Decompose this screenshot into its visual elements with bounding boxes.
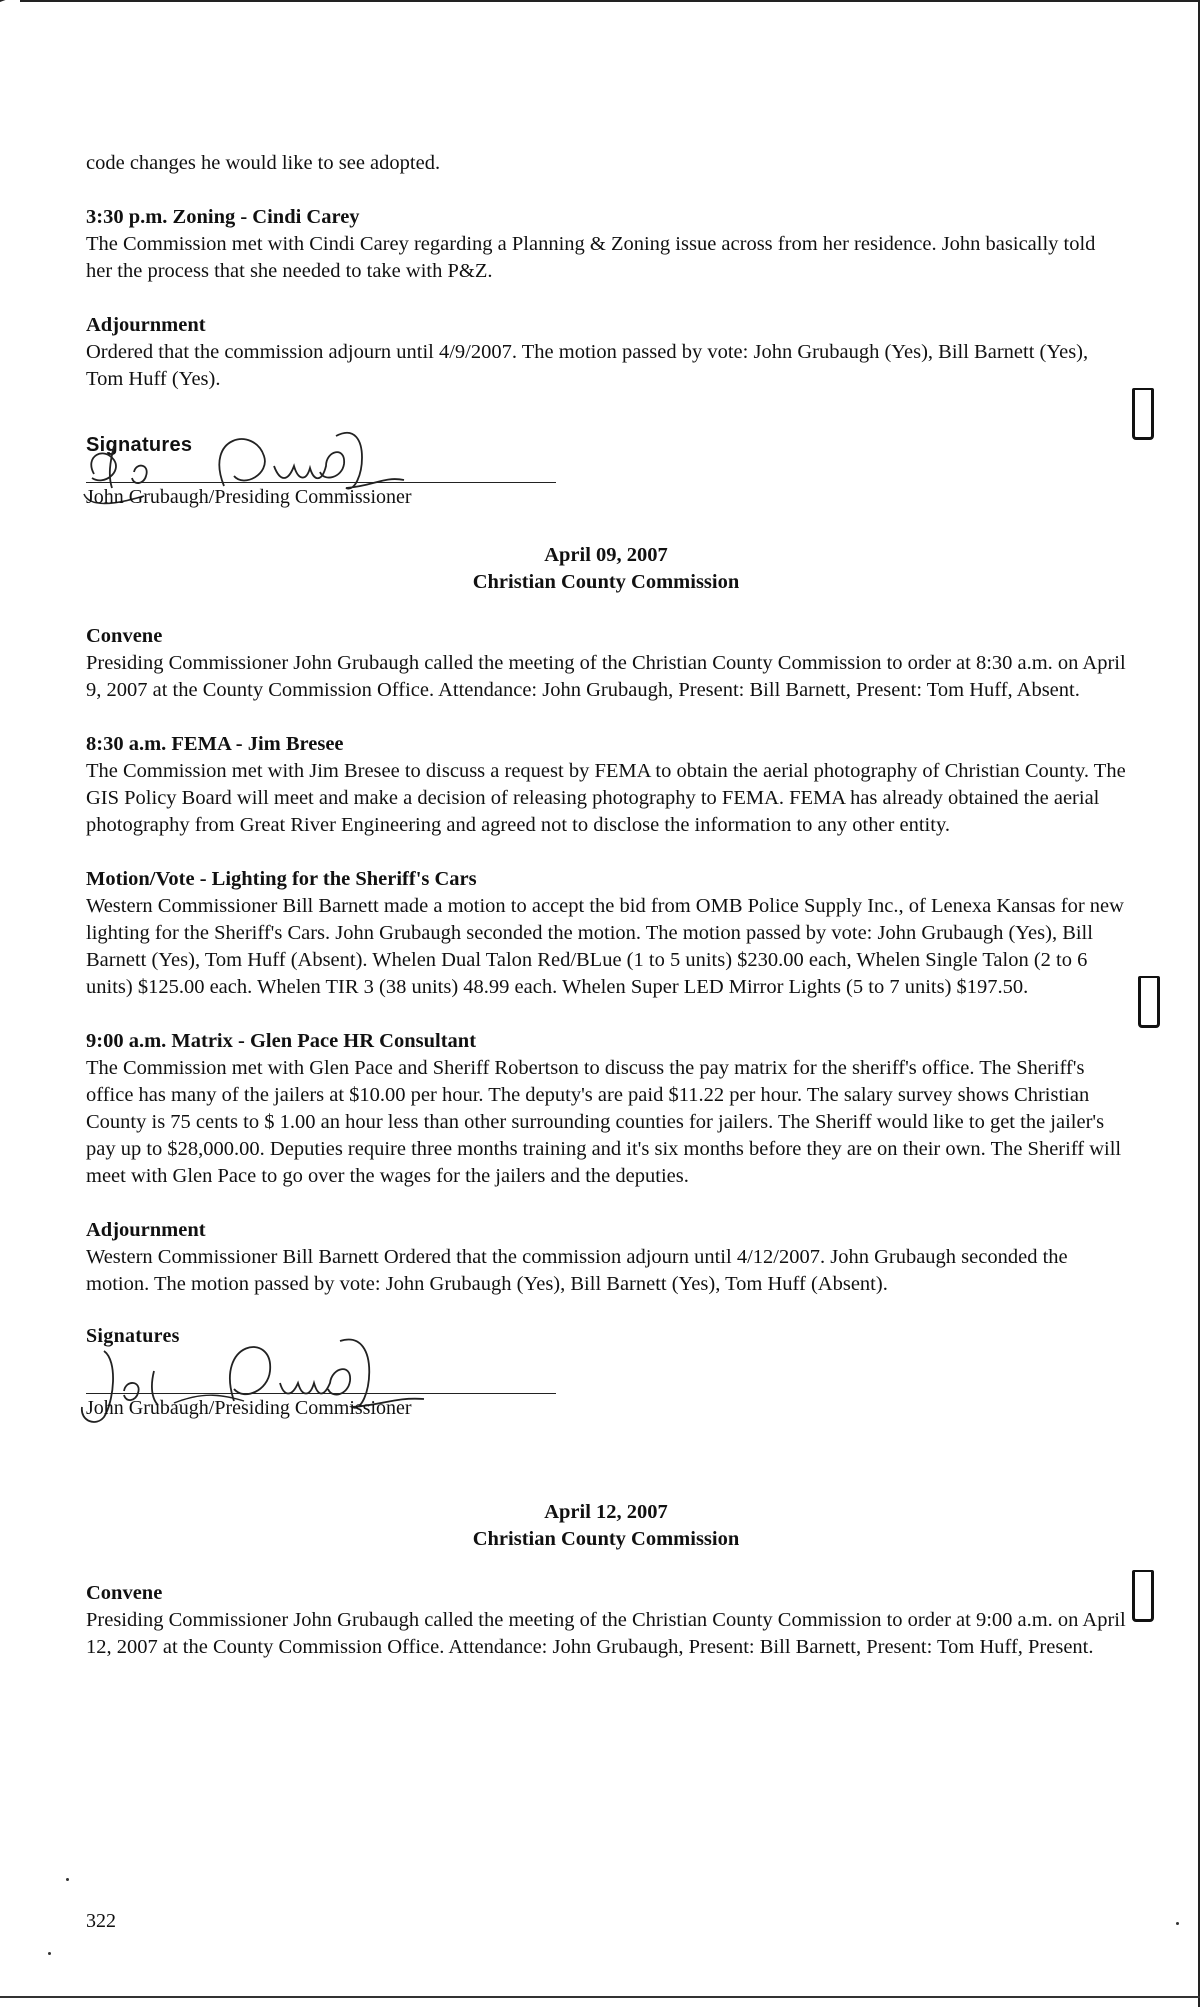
section-body: Presiding Commissioner John Grubaugh called the meeting of the Christian County Commission to order at 9:00 a.m. on April 12, 2007 at the County Commission Office. Attendance: John Grubaugh, Present: Bill Barnett, Present: Tom Huff, Present.: [86, 1609, 1126, 1658]
section-adjournment-1: [86, 312, 1126, 393]
signature-label: Signatures: [86, 434, 193, 456]
section-lighting: [86, 866, 1126, 1001]
scan-speck: [48, 1952, 51, 1955]
margin-bracket-mark: [1132, 1570, 1154, 1622]
document-content: [86, 150, 1126, 1688]
section-body: Presiding Commissioner John Grubaugh called the meeting of the Christian County Commission to order at 8:30 a.m. on April 9, 2007 at the County Commission Office. Attendance: John Grubaugh, Present: Bill Barnett, Present: Tom Huff, Absent.: [86, 652, 1126, 701]
section-heading: 8:30 a.m. FEMA - Jim Bresee: [86, 733, 344, 755]
section-body: The Commission met with Glen Pace and Sheriff Robertson to discuss the pay matrix for the sheriff's office. The Sheriff's office has many of the jailers at $10.00 per hour. The deputy's are paid $11.22 per hour. The salary survey shows Christian County is 75 cents to $ 1.00 an hour less than other surrounding counties for jailers. The Sheriff would like to get the jailer's pay up to $28,000.00. Deputies require three months training and it's six months before they are on their own. The Sheriff will meet with Glen Pace to go over the wages for the jailers and the deputies.: [86, 1057, 1122, 1187]
section-heading: Adjournment: [86, 1219, 206, 1241]
margin-bracket-mark: [1138, 976, 1160, 1028]
section-heading: 9:00 a.m. Matrix - Glen Pace HR Consultant: [86, 1030, 477, 1052]
signature-block-2: [86, 1325, 1126, 1437]
section-body: Western Commissioner Bill Barnett made a motion to accept the bid from OMB Police Supply Inc., of Lenexa Kansas for new lighting for the Sheriff's Cars. John Grubaugh seconded the motion. The motion passed by vote: John Grubaugh (Yes), Bill Barnett (Yes), Tom Huff (Absent). Whelen Dual Talon Red/BLue (1 to 5 units) $230.00 each, Whelen Single Talon (2 to 6 units) $125.00 each. Whelen TIR 3 (38 units) 48.99 each. Whelen Super LED Mirror Lights (5 to 7 units) $197.50.: [86, 895, 1124, 998]
meeting-body-name: Christian County Commission: [472, 1528, 740, 1550]
signature-name: John Grubaugh/Presiding Commissioner: [86, 1397, 412, 1419]
signature-block-1: [86, 420, 1126, 528]
scan-edge-bottom: [0, 1996, 1200, 1998]
section-heading: Motion/Vote - Lighting for the Sheriff's Cars: [86, 868, 477, 890]
section-fema: [86, 731, 1126, 839]
section-heading: Adjournment: [86, 314, 206, 336]
meeting-header-april-12: [86, 1499, 1126, 1553]
section-heading: 3:30 p.m. Zoning - Cindi Carey: [86, 206, 360, 228]
section-convene-2: [86, 623, 1126, 704]
scan-speck: [66, 1878, 69, 1881]
section-convene-3: [86, 1580, 1126, 1661]
section-body: The Commission met with Jim Bresee to discuss a request by FEMA to obtain the aerial photography of Christian County. The GIS Policy Board will meet and make a decision of releasing photography to FEMA. FEMA has already obtained the aerial photography from Great River Engineering and agreed not to disclose the information to any other entity.: [86, 760, 1126, 836]
section-body: Ordered that the commission adjourn until 4/9/2007. The motion passed by vote: John Grubaugh (Yes), Bill Barnett (Yes), Tom Huff (Yes).: [86, 341, 1089, 390]
section-body: The Commission met with Cindi Carey regarding a Planning & Zoning issue across from her residence. John basically told her the process that she needed to take with P&Z.: [86, 233, 1096, 282]
continuation-text: code changes he would like to see adopted.: [86, 152, 441, 174]
meeting-body-name: Christian County Commission: [472, 571, 740, 593]
section-zoning: [86, 204, 1126, 285]
scan-speck: [1176, 1922, 1179, 1925]
meeting-header-april-09: [86, 542, 1126, 596]
page-number: 322: [86, 1910, 116, 1932]
meeting-date: April 09, 2007: [544, 544, 668, 566]
signature-line: [86, 1393, 556, 1394]
margin-bracket-mark: [1132, 388, 1154, 440]
scan-edge-top: [20, 0, 1200, 2]
section-matrix: [86, 1028, 1126, 1190]
section-body: Western Commissioner Bill Barnett Ordered that the commission adjourn until 4/12/2007. John Grubaugh seconded the motion. The motion passed by vote: John Grubaugh (Yes), Bill Barnett (Yes), Tom Huff (Absent).: [86, 1246, 1068, 1295]
section-heading: Convene: [86, 1582, 163, 1604]
signature-line: [86, 482, 556, 483]
scan-corner-mark: [0, 0, 24, 16]
section-heading: Convene: [86, 625, 163, 647]
signature-name: John Grubaugh/Presiding Commissioner: [86, 486, 412, 508]
handwritten-signature: [74, 1331, 434, 1441]
section-adjournment-2: [86, 1217, 1126, 1298]
signature-label: Signatures: [86, 1325, 180, 1347]
meeting-date: April 12, 2007: [544, 1501, 668, 1523]
